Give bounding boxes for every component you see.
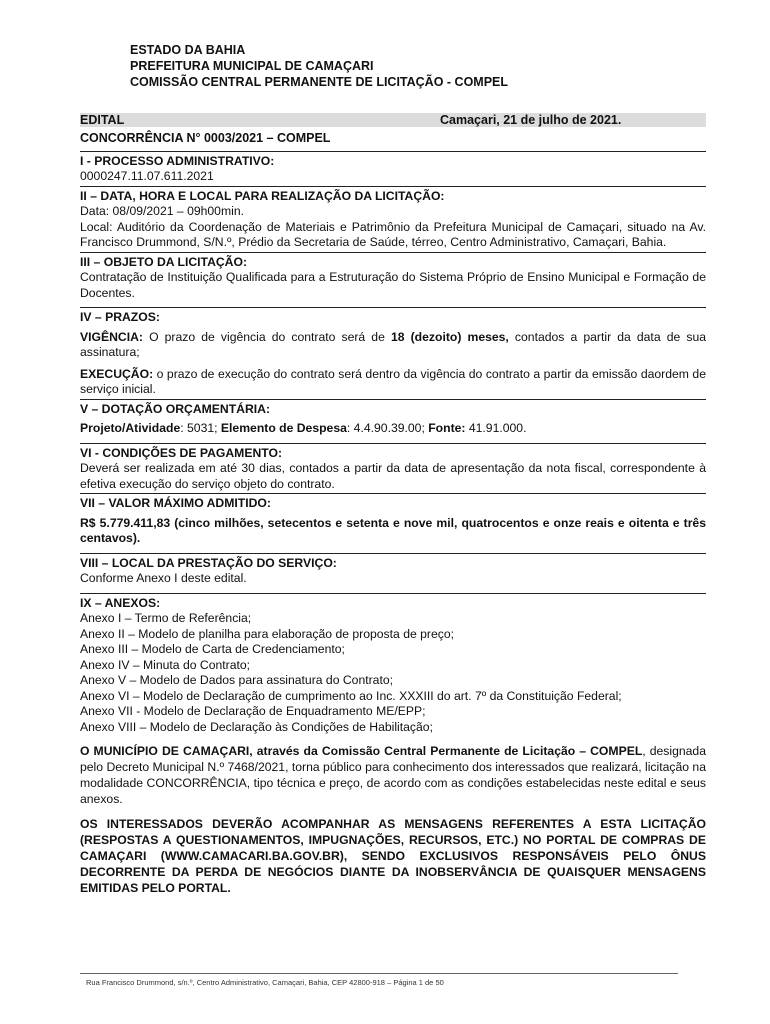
fonte-value: 41.91.000. [465,421,527,435]
object-text: Contratação de Instituição Qualificada para a Estruturação do Sistema Próprio de Ensino Municipal e Formação de Docentes. [80,270,706,300]
annex-list [80,611,706,735]
section-title: III – OBJETO DA LICITAÇÃO: [80,254,248,269]
list-item: Anexo V – Modelo de Dados para assinatura do Contrato; [80,673,394,687]
service-location-text: Conforme Anexo I deste edital. [80,571,247,585]
section-objeto [80,255,706,309]
list-item: Anexo VIII – Modelo de Declaração às Condições de Habilitação; [80,719,433,734]
footer-divider [80,973,678,974]
vigencia-duration: 18 (dezoito) meses, [390,329,509,344]
edital-label: EDITAL [80,113,125,127]
intro-paragraph [80,743,706,807]
payment-text: Deverá ser realizada em até 30 dias, contados a partir da data de apresentação da nota fiscal, correspondente à efetiva execução do serviço objeto do contrato. [80,461,706,491]
section-title: VI - CONDIÇÕES DE PAGAMENTO: [80,445,283,460]
section-anexos-title: IX – ANEXOS: [80,595,161,610]
header-state: ESTADO DA BAHIA [130,43,246,57]
section-processo [80,154,706,187]
section-title: II – DATA, HORA E LOCAL PARA REALIZAÇÃO DA LICITAÇÃO: [80,188,445,203]
execucao-label: EXECUÇÃO: [80,366,154,381]
execucao-body: o prazo de execução do contrato será dentro da vigência do contrato a partir da emissão daordem de serviço inicial. [80,366,706,396]
document-header [130,42,508,90]
section-title: VIII – LOCAL DA PRESTAÇÃO DO SERVIÇO: [80,555,337,570]
list-item: Anexo II – Modelo de planilha para elaboração de proposta de preço; [80,626,455,641]
list-item: Anexo VII - Modelo de Declaração de Enquadramento ME/EPP; [80,704,426,718]
vigencia-pre: O prazo de vigência do contrato será de [142,329,391,344]
elemento-value: : 4.4.90.39.00; [346,421,429,435]
section-local-servico [80,556,706,594]
edital-row [80,113,706,127]
section-pagamento [80,446,706,495]
section-title: V – DOTAÇÃO ORÇAMENTÁRIA: [80,401,271,416]
section-valor [80,496,706,554]
list-item: Anexo VI – Modelo de Declaração de cumprimento ao Inc. XXXIII do art. 7º da Constituição Federal; [80,688,622,703]
execucao-text [80,367,706,398]
session-location: Local: Auditório da Coordenação de Materiais e Patrimônio da Prefeitura Municipal de Camaçari, situado na Av. Francisco Drummond, S/N.º, Prédio da Secretaria de Saúde, térreo, Centro Administrativo, Camaçari, Bahia. [80,219,706,249]
max-value-text: R$ 5.779.411,83 (cinco milhões, setecentos e setenta e nove mil, quatrocentos e onze reais e oitenta e três centavos). [80,515,706,545]
list-item: Anexo III – Modelo de Carta de Credenciamento; [80,642,345,656]
list-item: Anexo IV – Minuta do Contrato; [80,657,251,672]
section-dotacao [80,402,706,444]
header-commission: COMISSÃO CENTRAL PERMANENTE DE LICITAÇÃO - COMPEL [130,75,509,89]
session-date: Data: 08/09/2021 – 09h00min. [80,204,244,218]
elemento-label: Elemento de Despesa [220,421,347,435]
header-prefecture: PREFEITURA MUNICIPAL DE CAMAÇARI [130,59,374,73]
section-data-local [80,189,706,253]
intro-bold: O MUNICÍPIO DE CAMAÇARI, através da Comissão Central Permanente de Licitação – COMPEL [80,744,643,758]
process-number: 0000247.11.07.611.2021 [80,169,214,183]
projeto-value: : 5031; [180,421,221,435]
document-body [80,113,706,735]
intro-rest: , designada pelo Decreto Municipal N.º 7468/2021, torna público para conhecimento dos interessados que realizará, licitação na modalidade CONCORRÊNCIA, tipo técnica e preço, de acordo com as condições estabelecidas neste edital e seus anexos. [80,744,706,806]
vigencia-post: contados a partir da data de sua assinatura; [80,329,706,359]
edital-date: Camaçari, 21 de julho de 2021. [440,113,622,127]
portal-notice-paragraph: OS INTERESSADOS DEVERÃO ACOMPANHAR AS MENSAGENS REFERENTES A ESTA LICITAÇÃO (RESPOSTAS A QUESTIONAMENTOS, IMPUGNAÇÕES, RECURSOS, ETC.) NO PORTAL DE COMPRAS DE CAMAÇARI (WWW.CAMACARI.BA.GOV.BR), SENDO EXCLUSIVOS RESPONSÁVEIS PELO ÔNUS DECORRENTE DA PERDA DE NEGÓCIOS DIANTE DA INOBSERVÂNCIA DE QUAISQUER MENSAGENS EMITIDAS PELO PORTAL. [80,817,706,895]
projeto-label: Projeto/Atividade [80,421,181,435]
section-title: I - PROCESSO ADMINISTRATIVO: [80,153,275,168]
dotacao-line [80,421,706,437]
list-item: Anexo I – Termo de Referência; [80,611,252,625]
section-title: VII – VALOR MÁXIMO ADMITIDO: [80,496,271,510]
section-prazos [80,310,706,400]
page-footer: Rua Francisco Drummond, s/n.º, Centro Administrativo, Camaçari, Bahia, CEP 42800-918 – Página 1 de 50 [86,978,444,987]
vigencia-label: VIGÊNCIA: [80,329,143,344]
fonte-label: Fonte: [428,421,466,435]
vigencia-text [80,330,706,361]
section-title: IV – PRAZOS: [80,310,160,324]
concorrencia-number: CONCORRÊNCIA N° 0003/2021 – COMPEL [80,131,706,152]
